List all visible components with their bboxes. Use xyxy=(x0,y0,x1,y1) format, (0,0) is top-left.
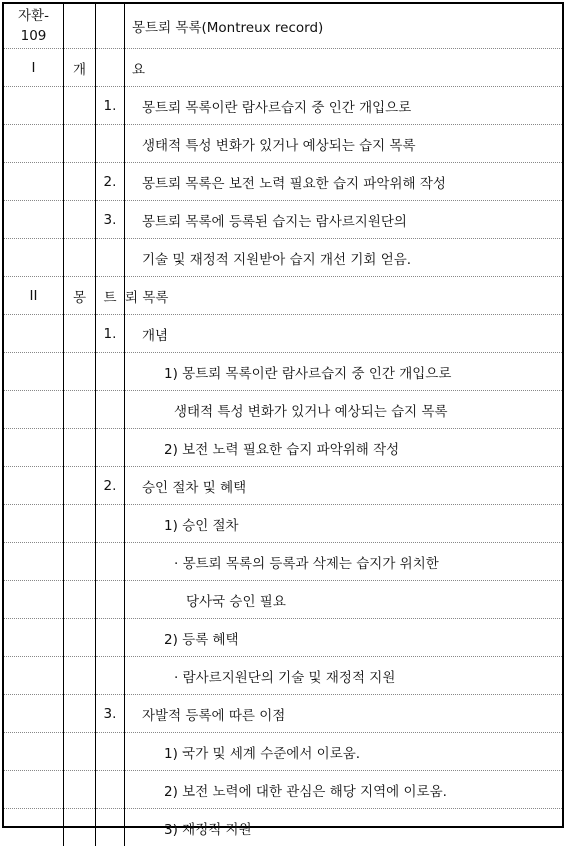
table-row xyxy=(4,733,562,771)
item-text: 기술 및 재정적 지원받아 습지 개선 기회 얻음. xyxy=(125,239,563,277)
sub-item-text: 2) 등록 혜택 xyxy=(125,619,563,657)
section-numeral: I xyxy=(4,49,64,87)
section-char: 트 xyxy=(96,277,125,315)
item-text: 몽트뢰 목록은 보전 노력 필요한 습지 파악위해 작성 xyxy=(125,163,563,201)
section-char: 몽 xyxy=(64,277,96,315)
item-text: 몽트뢰 목록에 등록된 습지는 람사르지원단의 xyxy=(125,201,563,239)
table-row xyxy=(4,657,562,695)
table-row xyxy=(4,87,562,125)
header-row xyxy=(4,4,562,49)
item-number: 3. xyxy=(96,695,125,733)
outline-table xyxy=(4,4,562,846)
sub-item-text: 1) 국가 및 세계 수준에서 이로움. xyxy=(125,733,563,771)
section-numeral: II xyxy=(4,277,64,315)
table-row xyxy=(4,695,562,733)
section-char: 요 xyxy=(125,49,563,87)
section-row xyxy=(4,49,562,87)
item-number: 3. xyxy=(96,201,125,239)
table-row xyxy=(4,771,562,809)
sub-item-text: 생태적 특성 변화가 있거나 예상되는 습지 목록 xyxy=(125,391,563,429)
item-text: 생태적 특성 변화가 있거나 예상되는 습지 목록 xyxy=(125,125,563,163)
table-row xyxy=(4,809,562,846)
sub-item-text: 1) 승인 절차 xyxy=(125,505,563,543)
doc-id-line1: 자환- xyxy=(18,8,49,24)
sub-item-text: 2) 보전 노력 필요한 습지 파악위해 작성 xyxy=(125,429,563,467)
item-text: 개념 xyxy=(125,315,563,353)
item-number: 2. xyxy=(96,467,125,505)
table-row xyxy=(4,581,562,619)
sub-item-text: 3) 재정적 지원 xyxy=(125,809,563,846)
item-text: 승인 절차 및 혜택 xyxy=(125,467,563,505)
item-text: 자발적 등록에 따른 이점 xyxy=(125,695,563,733)
item-text: 몽트뢰 목록이란 람사르습지 중 인간 개입으로 xyxy=(125,87,563,125)
table-row xyxy=(4,125,562,163)
doc-id-line2: 109 xyxy=(21,28,47,44)
table-row xyxy=(4,239,562,277)
table-row xyxy=(4,467,562,505)
section-title-rest: 뢰 목록 xyxy=(125,277,563,315)
bullet-item-text: 당사국 승인 필요 xyxy=(125,581,563,619)
item-number: 1. xyxy=(96,315,125,353)
sub-item-text: 1) 몽트뢰 목록이란 람사르습지 중 인간 개입으로 xyxy=(125,353,563,391)
section-char: 개 xyxy=(64,49,96,87)
section-row xyxy=(4,277,562,315)
table-row xyxy=(4,429,562,467)
bullet-item-text: · 몽트뢰 목록의 등록과 삭제는 습지가 위치한 xyxy=(125,543,563,581)
table-row xyxy=(4,315,562,353)
table-row xyxy=(4,619,562,657)
table-row xyxy=(4,505,562,543)
table-row xyxy=(4,353,562,391)
doc-id-cell xyxy=(4,4,64,49)
item-number: 2. xyxy=(96,163,125,201)
table-row xyxy=(4,163,562,201)
document-sheet xyxy=(2,2,564,828)
item-number: 1. xyxy=(96,87,125,125)
table-row xyxy=(4,543,562,581)
table-row xyxy=(4,201,562,239)
bullet-item-text: · 람사르지원단의 기술 및 재정적 지원 xyxy=(125,657,563,695)
table-row xyxy=(4,391,562,429)
sub-item-text: 2) 보전 노력에 대한 관심은 해당 지역에 이로움. xyxy=(125,771,563,809)
doc-title: 몽트뢰 목록(Montreux record) xyxy=(125,4,563,49)
